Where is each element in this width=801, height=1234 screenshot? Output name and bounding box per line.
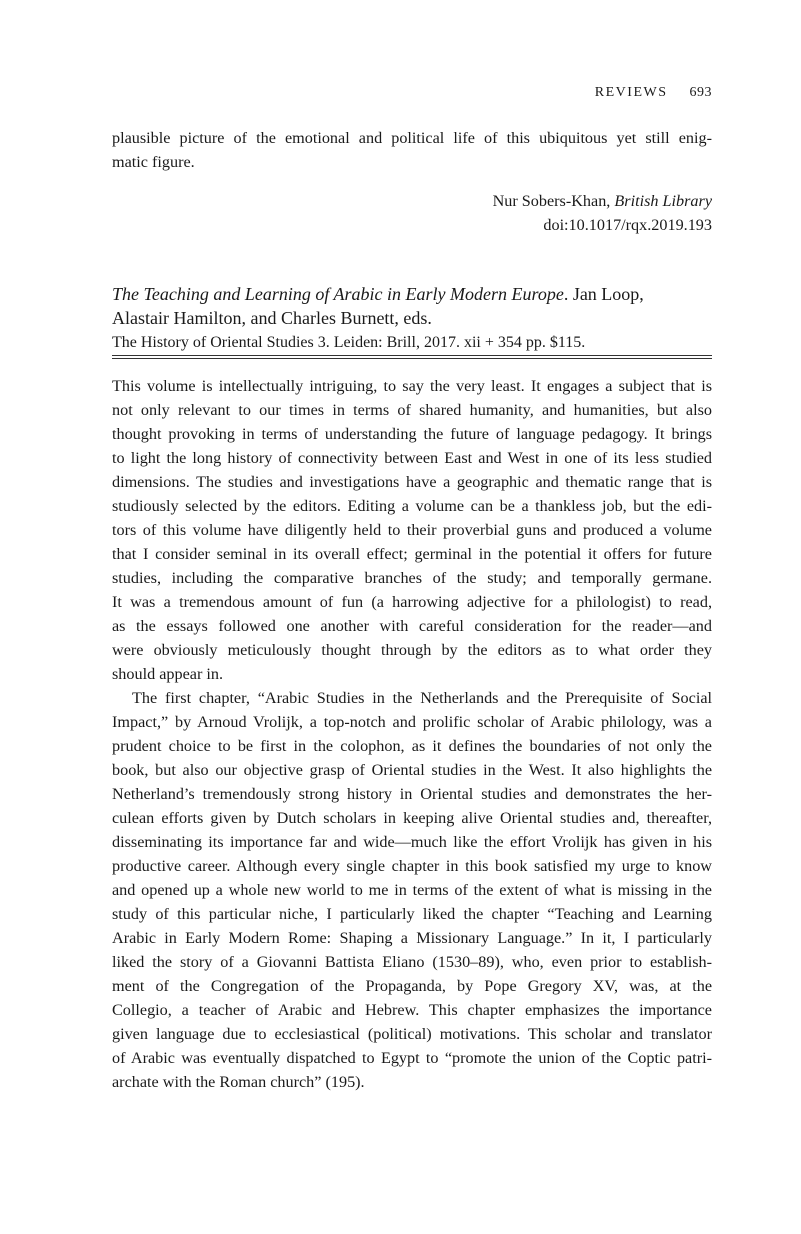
text-line: as the essays followed one another with careful consideration for the reader—and — [112, 617, 712, 635]
text-line: thought provoking in terms of understanding the future of language pedagogy. It brings — [112, 425, 712, 443]
previous-review-ending — [112, 126, 712, 174]
text-line: of Arabic was eventually dispatched to Egypt to “promote the union of the Coptic patri- — [112, 1049, 712, 1067]
text-line: dimensions. The studies and investigations have a geographic and thematic range that is — [112, 473, 712, 491]
text-line: The first chapter, “Arabic Studies in the Netherlands and the Prerequisite of Social — [132, 689, 712, 707]
reviewer-name: Nur Sobers-Khan, — [492, 192, 615, 210]
book-title-line — [112, 282, 712, 306]
text-line: This volume is intellectually intriguing, to say the very least. It engages a subject that is — [112, 377, 712, 395]
text-line: should appear in. — [112, 665, 224, 683]
reviewer-affiliation: British Library — [614, 192, 712, 210]
text-line: given language due to ecclesiastical (political) motivations. This scholar and translator — [112, 1025, 712, 1043]
text-line: archate with the Roman church” (195). — [112, 1073, 365, 1091]
text-line: liked the story of a Giovanni Battista Eliano (1530–89), who, even prior to establish- — [112, 953, 712, 971]
doi: doi:10.1017/rqx.2019.193 — [543, 216, 712, 234]
text-line: to light the long history of connectivity between East and West in one of its less studied — [112, 449, 712, 467]
header-label: REVIEWS — [594, 85, 668, 100]
text-line: tors of this volume have diligently held to their proverbial guns and produced a volume — [112, 521, 712, 539]
text-line: productive career. Although every single chapter in this book satisfied my urge to know — [112, 857, 712, 875]
text-line: culean efforts given by Dutch scholars in keeping alive Oriental studies and, thereafter, — [112, 809, 712, 827]
text-line: disseminating its importance far and wide—much like the effort Vrolijk has given in his — [112, 833, 712, 851]
book-editors-part1: . Jan Loop, — [563, 284, 644, 304]
reviewer-line — [112, 189, 712, 213]
review-body — [112, 374, 712, 1094]
text-line: studiously selected by the editors. Editing a volume can be a thankless job, but the edi- — [112, 497, 712, 515]
text-line: study of this particular niche, I particularly liked the chapter “Teaching and Learning — [112, 905, 712, 923]
text-line: Impact,” by Arnoud Vrolijk, a top-notch and prolific scholar of Arabic philology, was a — [112, 713, 712, 731]
text-line: book, but also our objective grasp of Oriental studies in the West. It also highlights the — [112, 761, 712, 779]
text-line: Arabic in Early Modern Rome: Shaping a Missionary Language.” In it, I particularly — [112, 929, 712, 947]
text-line: studies, including the comparative branches of the study; and temporally germane. — [112, 569, 712, 587]
text-line: matic figure. — [112, 153, 195, 171]
book-editors: Alastair Hamilton, and Charles Burnett, eds. — [112, 308, 432, 328]
text-line: that I consider seminal in its overall effect; germinal in the potential it offers for future — [112, 545, 712, 563]
page-number: 693 — [689, 85, 712, 100]
text-line: and opened up a whole new world to me in terms of the extent of what is missing in the — [112, 881, 712, 899]
text-line: prudent choice to be first in the colophon, as it defines the boundaries of not only the — [112, 737, 712, 755]
text-line: Collegio, a teacher of Arabic and Hebrew. This chapter emphasizes the importance — [112, 1001, 712, 1019]
running-header — [595, 85, 712, 101]
text-line: It was a tremendous amount of fun (a harrowing adjective for a philologist) to read, — [112, 593, 712, 611]
divider-rule-top — [112, 355, 712, 356]
text-line: Netherland’s tremendously strong history in Oriental studies and demonstrates the her- — [112, 785, 712, 803]
book-title: The Teaching and Learning of Arabic in Early Modern Europe — [112, 284, 564, 304]
divider-rule-bottom — [112, 358, 712, 359]
book-series: The History of Oriental Studies 3. Leiden: Brill, 2017. xii + 354 pp. $115. — [112, 334, 586, 351]
text-line: ment of the Congregation of the Propaganda, by Pope Gregory XV, was, at the — [112, 977, 712, 995]
text-line: not only relevant to our times in terms of shared humanity, and humanities, but also — [112, 401, 712, 419]
book-citation — [112, 282, 712, 356]
reviewer-signature — [112, 189, 712, 237]
text-line: plausible picture of the emotional and political life of this ubiquitous yet still enig- — [112, 129, 712, 147]
text-line: were obviously meticulously thought through by the editors as to what order they — [112, 641, 712, 659]
